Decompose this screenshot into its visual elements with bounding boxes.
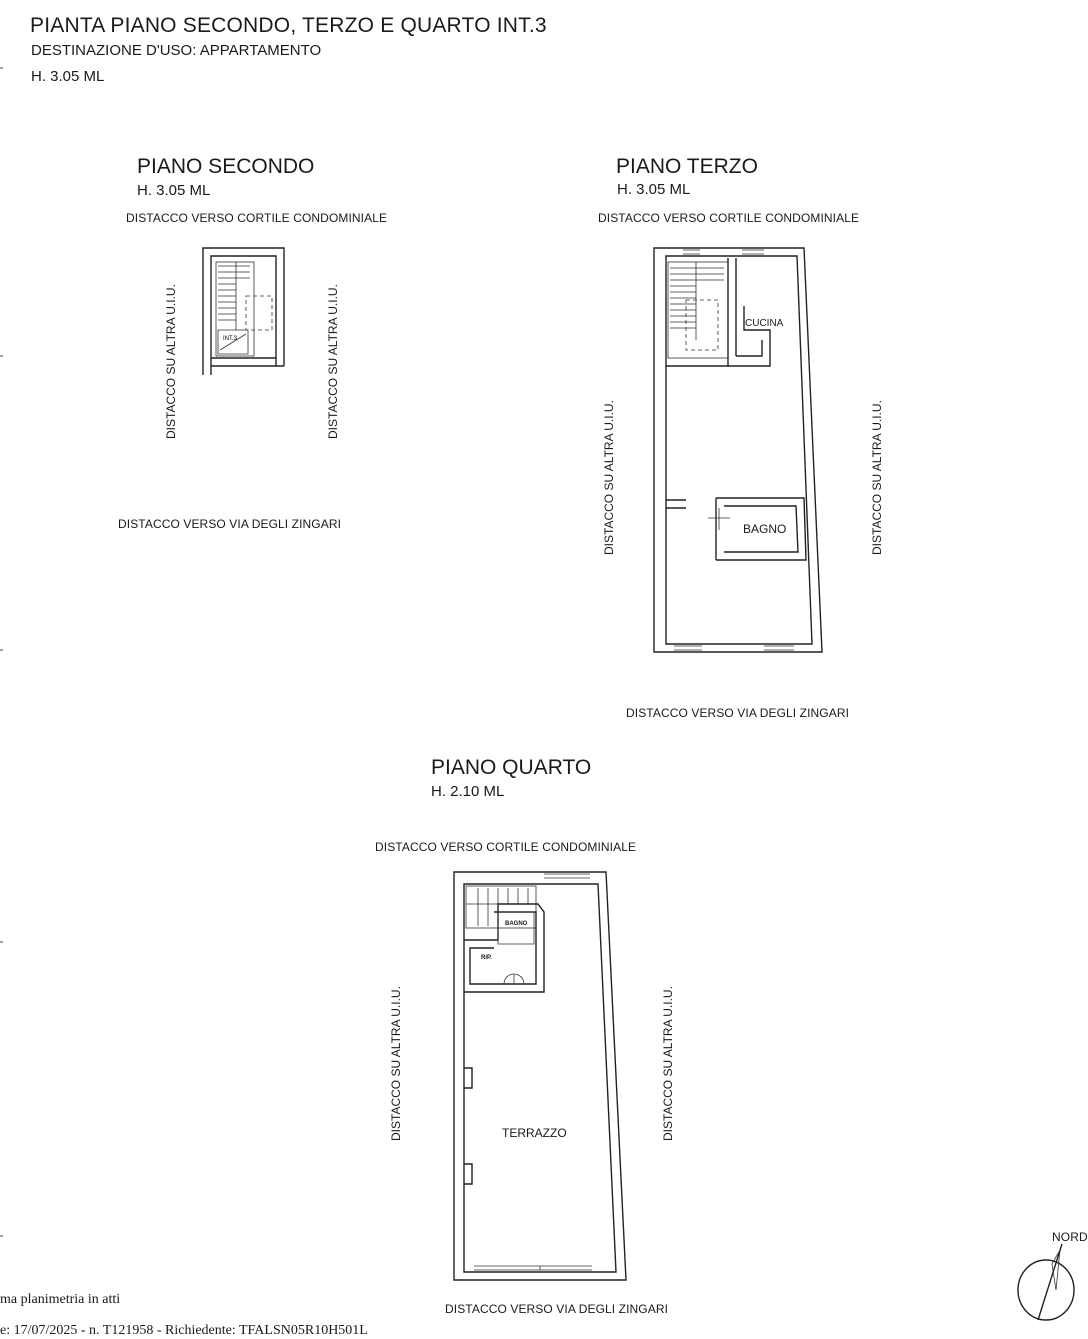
plan-terzo	[654, 248, 822, 652]
terzo-left-boundary: DISTACCO SU ALTRA U.I.U.	[602, 400, 616, 555]
room-label-rip: RIP.	[481, 955, 492, 961]
secondo-left-boundary: DISTACCO SU ALTRA U.I.U.	[164, 284, 178, 439]
secondo-top-boundary: DISTACCO VERSO CORTILE CONDOMINIALE	[126, 211, 388, 225]
floor-height-quarto: H. 2.10 ML	[431, 783, 505, 800]
room-label-bagno-quarto: BAGNO	[505, 921, 528, 927]
document-title: PIANTA PIANO SECONDO, TERZO E QUARTO INT.3	[30, 14, 547, 37]
quarto-top-boundary: DISTACCO VERSO CORTILE CONDOMINIALE	[375, 840, 637, 854]
ceiling-height: H. 3.05 ML	[31, 68, 105, 85]
room-label-terrazzo: TERRAZZO	[502, 1126, 567, 1140]
terzo-right-boundary: DISTACCO SU ALTRA U.I.U.	[870, 400, 884, 555]
stair-label-int3: INT.3	[223, 336, 238, 342]
room-label-cucina: CUCINA	[745, 318, 784, 329]
quarto-right-boundary: DISTACCO SU ALTRA U.I.U.	[661, 986, 675, 1141]
north-arrow-icon	[1018, 1244, 1074, 1320]
terzo-top-boundary: DISTACCO VERSO CORTILE CONDOMINIALE	[598, 211, 860, 225]
floor-title-quarto: PIANO QUARTO	[431, 756, 592, 779]
footer-request: e: 17/07/2025 - n. T121958 - Richiedente: TFALSN05R10H501L	[0, 1323, 368, 1338]
stair-icon	[466, 886, 536, 928]
margin-ticks	[0, 68, 3, 1236]
plan-quarto	[454, 872, 626, 1280]
quarto-left-boundary: DISTACCO SU ALTRA U.I.U.	[389, 986, 403, 1141]
floor-height-secondo: H. 3.05 ML	[137, 182, 211, 199]
floor-title-terzo: PIANO TERZO	[616, 155, 758, 178]
compass-label: NORD	[1052, 1230, 1088, 1244]
footer-note: ma planimetria in atti	[0, 1292, 121, 1307]
quarto-bottom-boundary: DISTACCO VERSO VIA DEGLI ZINGARI	[445, 1302, 669, 1316]
room-label-bagno: BAGNO	[743, 522, 787, 536]
terzo-bottom-boundary: DISTACCO VERSO VIA DEGLI ZINGARI	[626, 706, 850, 720]
secondo-bottom-boundary: DISTACCO VERSO VIA DEGLI ZINGARI	[118, 517, 342, 531]
stair-icon	[668, 262, 728, 358]
plan-secondo	[203, 248, 284, 375]
secondo-right-boundary: DISTACCO SU ALTRA U.I.U.	[326, 284, 340, 439]
floor-title-secondo: PIANO SECONDO	[137, 155, 315, 178]
floor-height-terzo: H. 3.05 ML	[617, 181, 691, 198]
intended-use: DESTINAZIONE D'USO: APPARTAMENTO	[31, 42, 322, 59]
